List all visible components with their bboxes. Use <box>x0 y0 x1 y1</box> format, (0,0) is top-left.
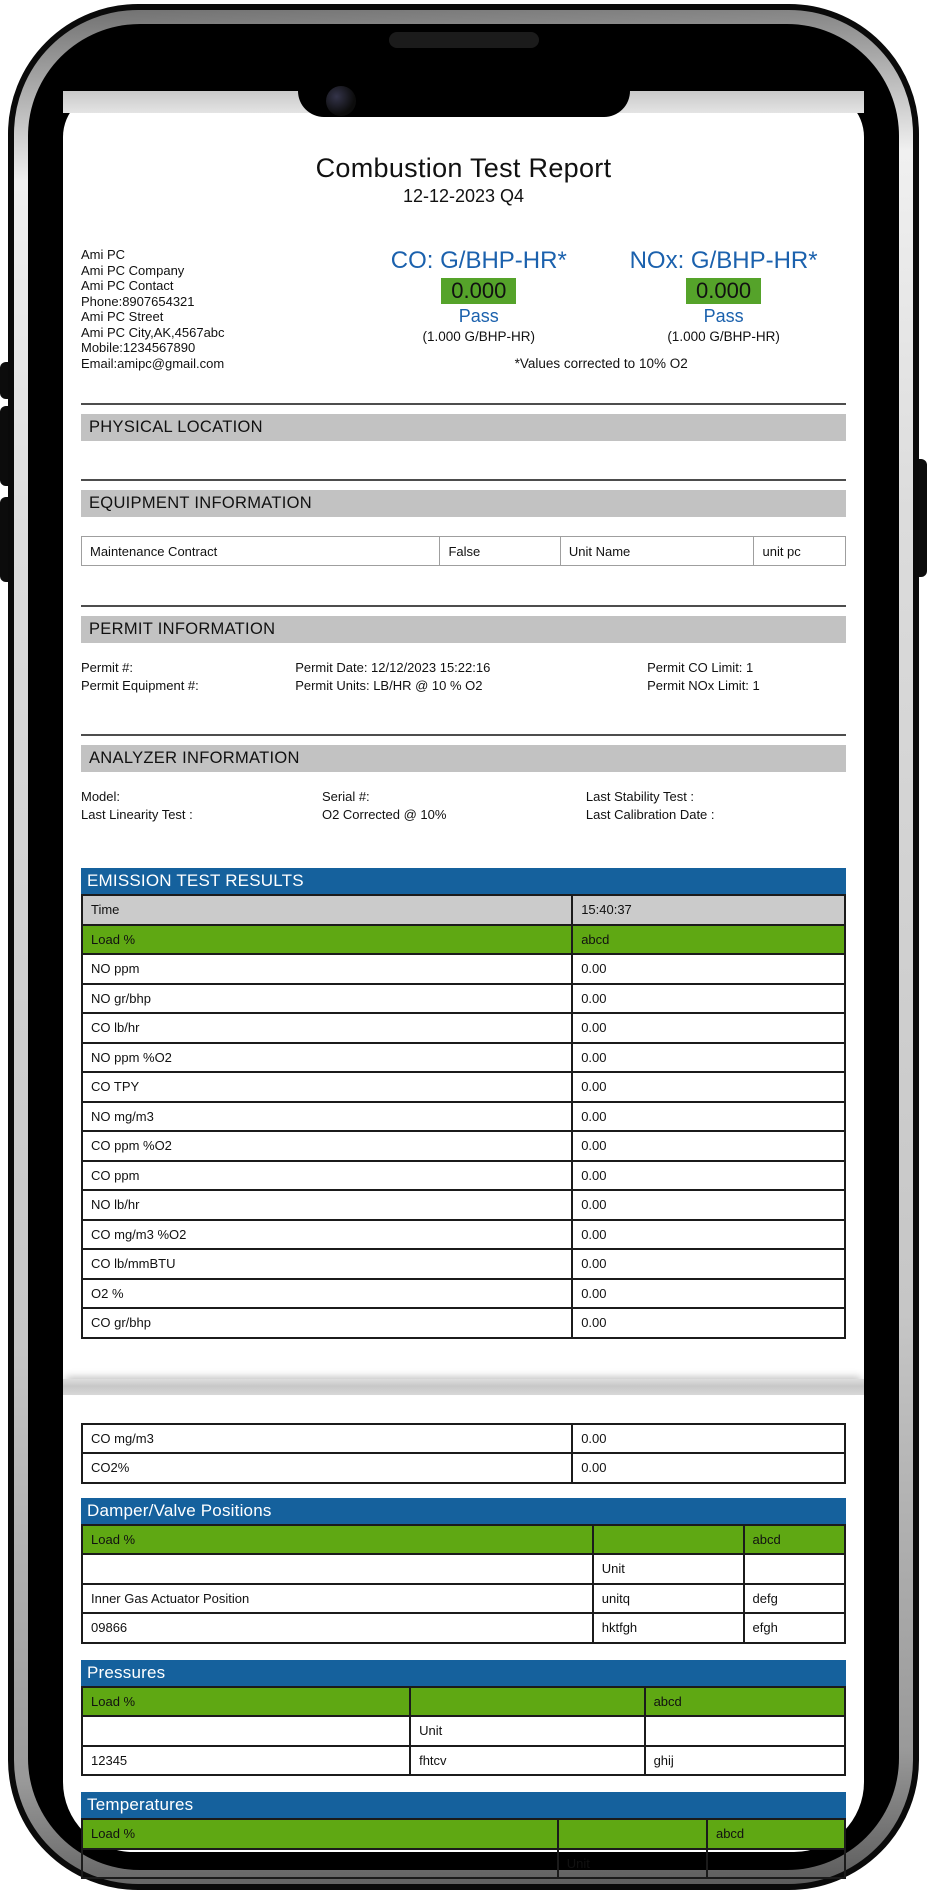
co-value: 0.000 <box>441 278 516 304</box>
report-period: 12-12-2023 Q4 <box>402 186 525 206</box>
analyzer-row: Last Linearity Test : O2 Corrected @ 10% Last Calibration Date : <box>81 806 715 822</box>
equipment-cell: Maintenance Contract <box>90 543 218 559</box>
phone-screen[interactable] <box>63 91 864 1871</box>
table-row: CO mg/m3 %O2 0.00 <box>83 1219 844 1249</box>
table-row: Load % abcd <box>83 1820 844 1848</box>
contact-line: Mobile:1234567890 <box>81 340 196 355</box>
contact-block <box>81 247 356 371</box>
divider <box>81 403 846 405</box>
pressures-table <box>81 1686 846 1777</box>
contact-line: Ami PC Company <box>81 262 185 278</box>
equipment-cell: unit pc <box>753 537 845 565</box>
notch <box>298 83 630 117</box>
co-status: Pass <box>458 306 499 326</box>
section-analyzer-information: ANALYZER INFORMATION <box>81 745 846 772</box>
table-row: CO lb/mmBTU 0.00 <box>83 1248 844 1278</box>
report-header <box>81 247 846 371</box>
table-row: NO ppm %O2 0.00 <box>83 1042 844 1072</box>
section-physical-location: PHYSICAL LOCATION <box>81 414 846 441</box>
co-summary-panel <box>356 247 601 344</box>
table-row: Load % abcd <box>83 1688 844 1716</box>
nox-summary-panel <box>601 247 846 344</box>
damper-valve-header: Damper/Valve Positions <box>81 1498 846 1524</box>
temperatures-header: Temperatures <box>81 1792 846 1818</box>
nox-limit: (1.000 G/BHP-HR) <box>667 329 780 344</box>
table-row: Unit <box>83 1715 844 1745</box>
section-equipment-information: EQUIPMENT INFORMATION <box>81 490 846 517</box>
divider <box>81 605 846 607</box>
equipment-cell: False <box>439 537 559 565</box>
contact-line: Phone:8907654321 <box>81 293 195 309</box>
table-row: Load % abcd <box>83 1526 844 1554</box>
contact-line: Ami PC Contact <box>81 278 174 293</box>
table-row: Unit <box>83 1848 844 1878</box>
table-row: 12345 fhtcv ghij <box>83 1745 844 1775</box>
contact-line: Ami PC Street <box>81 309 164 324</box>
table-row: CO TPY 0.00 <box>83 1071 844 1101</box>
contact-line: Email:amipc@gmail.com <box>81 355 225 371</box>
front-camera-icon <box>326 86 356 116</box>
table-row: NO ppm 0.00 <box>83 953 844 983</box>
co-limit: (1.000 G/BHP-HR) <box>422 329 536 344</box>
analyzer-info <box>81 788 846 823</box>
table-row: CO2% 0.00 <box>83 1452 844 1482</box>
section-permit-information: PERMIT INFORMATION <box>81 616 846 643</box>
damper-valve-table <box>81 1524 846 1644</box>
permit-row: Permit #: Permit Date: 12/12/2023 15:22:16 Permit CO Limit: 1 <box>81 660 754 675</box>
equipment-table <box>81 536 846 566</box>
page-break <box>63 1379 864 1395</box>
table-row: CO ppm 0.00 <box>83 1160 844 1190</box>
table-row: Time 15:40:37 <box>83 896 844 924</box>
page-title: Combustion Test Report <box>315 153 612 183</box>
pressures-header: Pressures <box>81 1660 846 1686</box>
emissions-summary <box>356 247 846 371</box>
temperatures-table <box>81 1818 846 1879</box>
table-row: O2 % 0.00 <box>83 1278 844 1308</box>
table-row: 09866 hktfgh efgh <box>83 1612 844 1642</box>
divider <box>81 479 846 481</box>
contact-line: Ami PC <box>81 247 126 262</box>
emission-results-table <box>81 894 846 1339</box>
contact-line: Ami PC City,AK,4567abc <box>81 324 225 340</box>
table-row: CO lb/hr 0.00 <box>83 1012 844 1042</box>
correction-footnote: *Values corrected to 10% O2 <box>514 356 688 371</box>
emission-results-header: EMISSION TEST RESULTS <box>81 868 846 894</box>
permit-row: Permit Equipment #: Permit Units: LB/HR @ 10 % O2 Permit NOx Limit: 1 <box>81 677 760 693</box>
phone-frame <box>8 4 919 1890</box>
table-row: CO ppm %O2 0.00 <box>83 1130 844 1160</box>
table-row: CO mg/m3 0.00 <box>83 1425 844 1453</box>
divider <box>81 734 846 736</box>
table-row: NO lb/hr 0.00 <box>83 1189 844 1219</box>
table-row: NO mg/m3 0.00 <box>83 1101 844 1131</box>
table-row: Unit <box>83 1553 844 1583</box>
phone-bezel <box>28 24 899 1870</box>
co-header: CO: G/BHP-HR* <box>390 247 567 274</box>
emission-results-table-continued <box>81 1423 846 1484</box>
nox-value: 0.000 <box>686 278 761 304</box>
table-row: CO gr/bhp 0.00 <box>83 1307 844 1337</box>
permit-info <box>81 659 846 694</box>
analyzer-row: Model: Serial #: Last Stability Test : <box>81 789 695 804</box>
nox-status: Pass <box>703 306 744 326</box>
nox-header: NOx: G/BHP-HR* <box>629 247 818 274</box>
table-row: NO gr/bhp 0.00 <box>83 983 844 1013</box>
earpiece-speaker <box>389 32 539 48</box>
table-row: Load % abcd <box>83 924 844 954</box>
report-document <box>63 153 864 1879</box>
equipment-cell: Unit Name <box>560 537 754 565</box>
table-row: Inner Gas Actuator Position unitq defg <box>83 1583 844 1613</box>
